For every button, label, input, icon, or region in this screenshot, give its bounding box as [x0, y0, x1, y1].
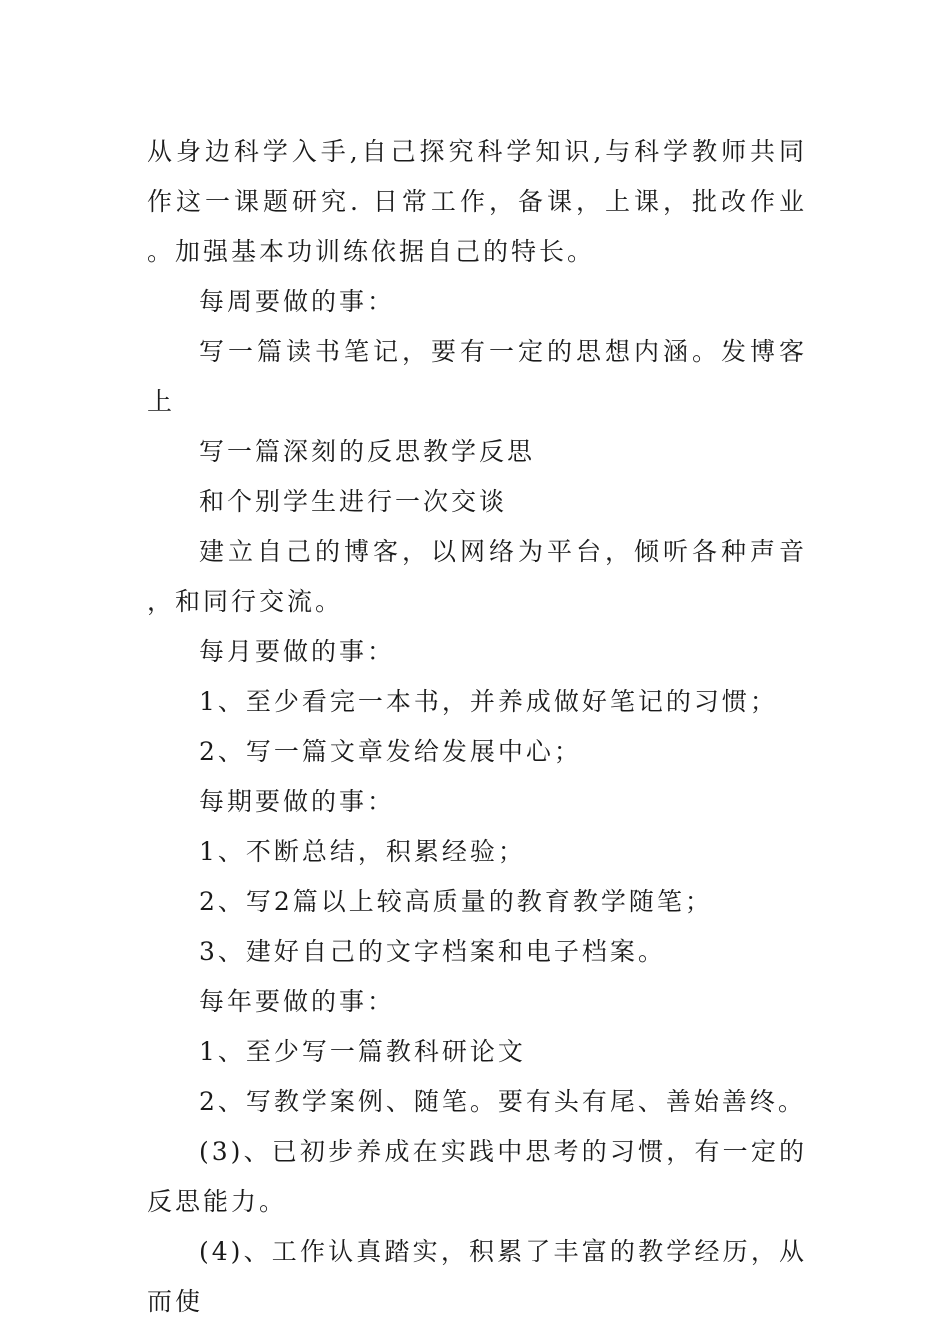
paragraph: 1、不断总结，积累经验；: [199, 837, 526, 866]
paragraph: 1、至少写一篇教科研论文: [199, 1037, 526, 1066]
paragraph: 2、写教学案例、随笔。要有头有尾、善始善终。: [199, 1087, 806, 1116]
document-body: [147, 127, 807, 1327]
paragraph: 2、写2篇以上较高质量的教育教学随笔；: [199, 887, 713, 916]
paragraph: 写一篇深刻的反思教学反思: [199, 437, 536, 466]
paragraph: 每周要做的事：: [199, 287, 396, 316]
paragraph: 1、至少看完一本书，并养成做好笔记的习惯；: [199, 687, 778, 716]
paragraph: 3、建好自己的文字档案和电子档案。: [199, 937, 666, 966]
paragraph: 和个别学生进行一次交谈: [199, 487, 508, 516]
paragraph: (4)、工作认真踏实，积累了丰富的教学经历，从而使: [147, 1237, 807, 1316]
paragraph: 建立自己的博客，以网络为平台，倾听各种声音，和同行交流。: [147, 537, 807, 616]
paragraph: 写一篇读书笔记，要有一定的思想内涵。发博客上: [147, 337, 807, 416]
paragraph: 每期要做的事：: [199, 787, 396, 816]
paragraph: 每月要做的事：: [199, 637, 396, 666]
paragraph: 每年要做的事：: [199, 987, 396, 1016]
paragraph: (3)、已初步养成在实践中思考的习惯，有一定的反思能力。: [147, 1137, 807, 1216]
paragraph: 从身边科学入手,自己探究科学知识,与科学教师共同作这一课题研究. 日常工作，备课，上课，批改作业。加强基本功训练依据自己的特长。: [147, 137, 807, 266]
paragraph: 2、写一篇文章发给发展中心；: [199, 737, 582, 766]
